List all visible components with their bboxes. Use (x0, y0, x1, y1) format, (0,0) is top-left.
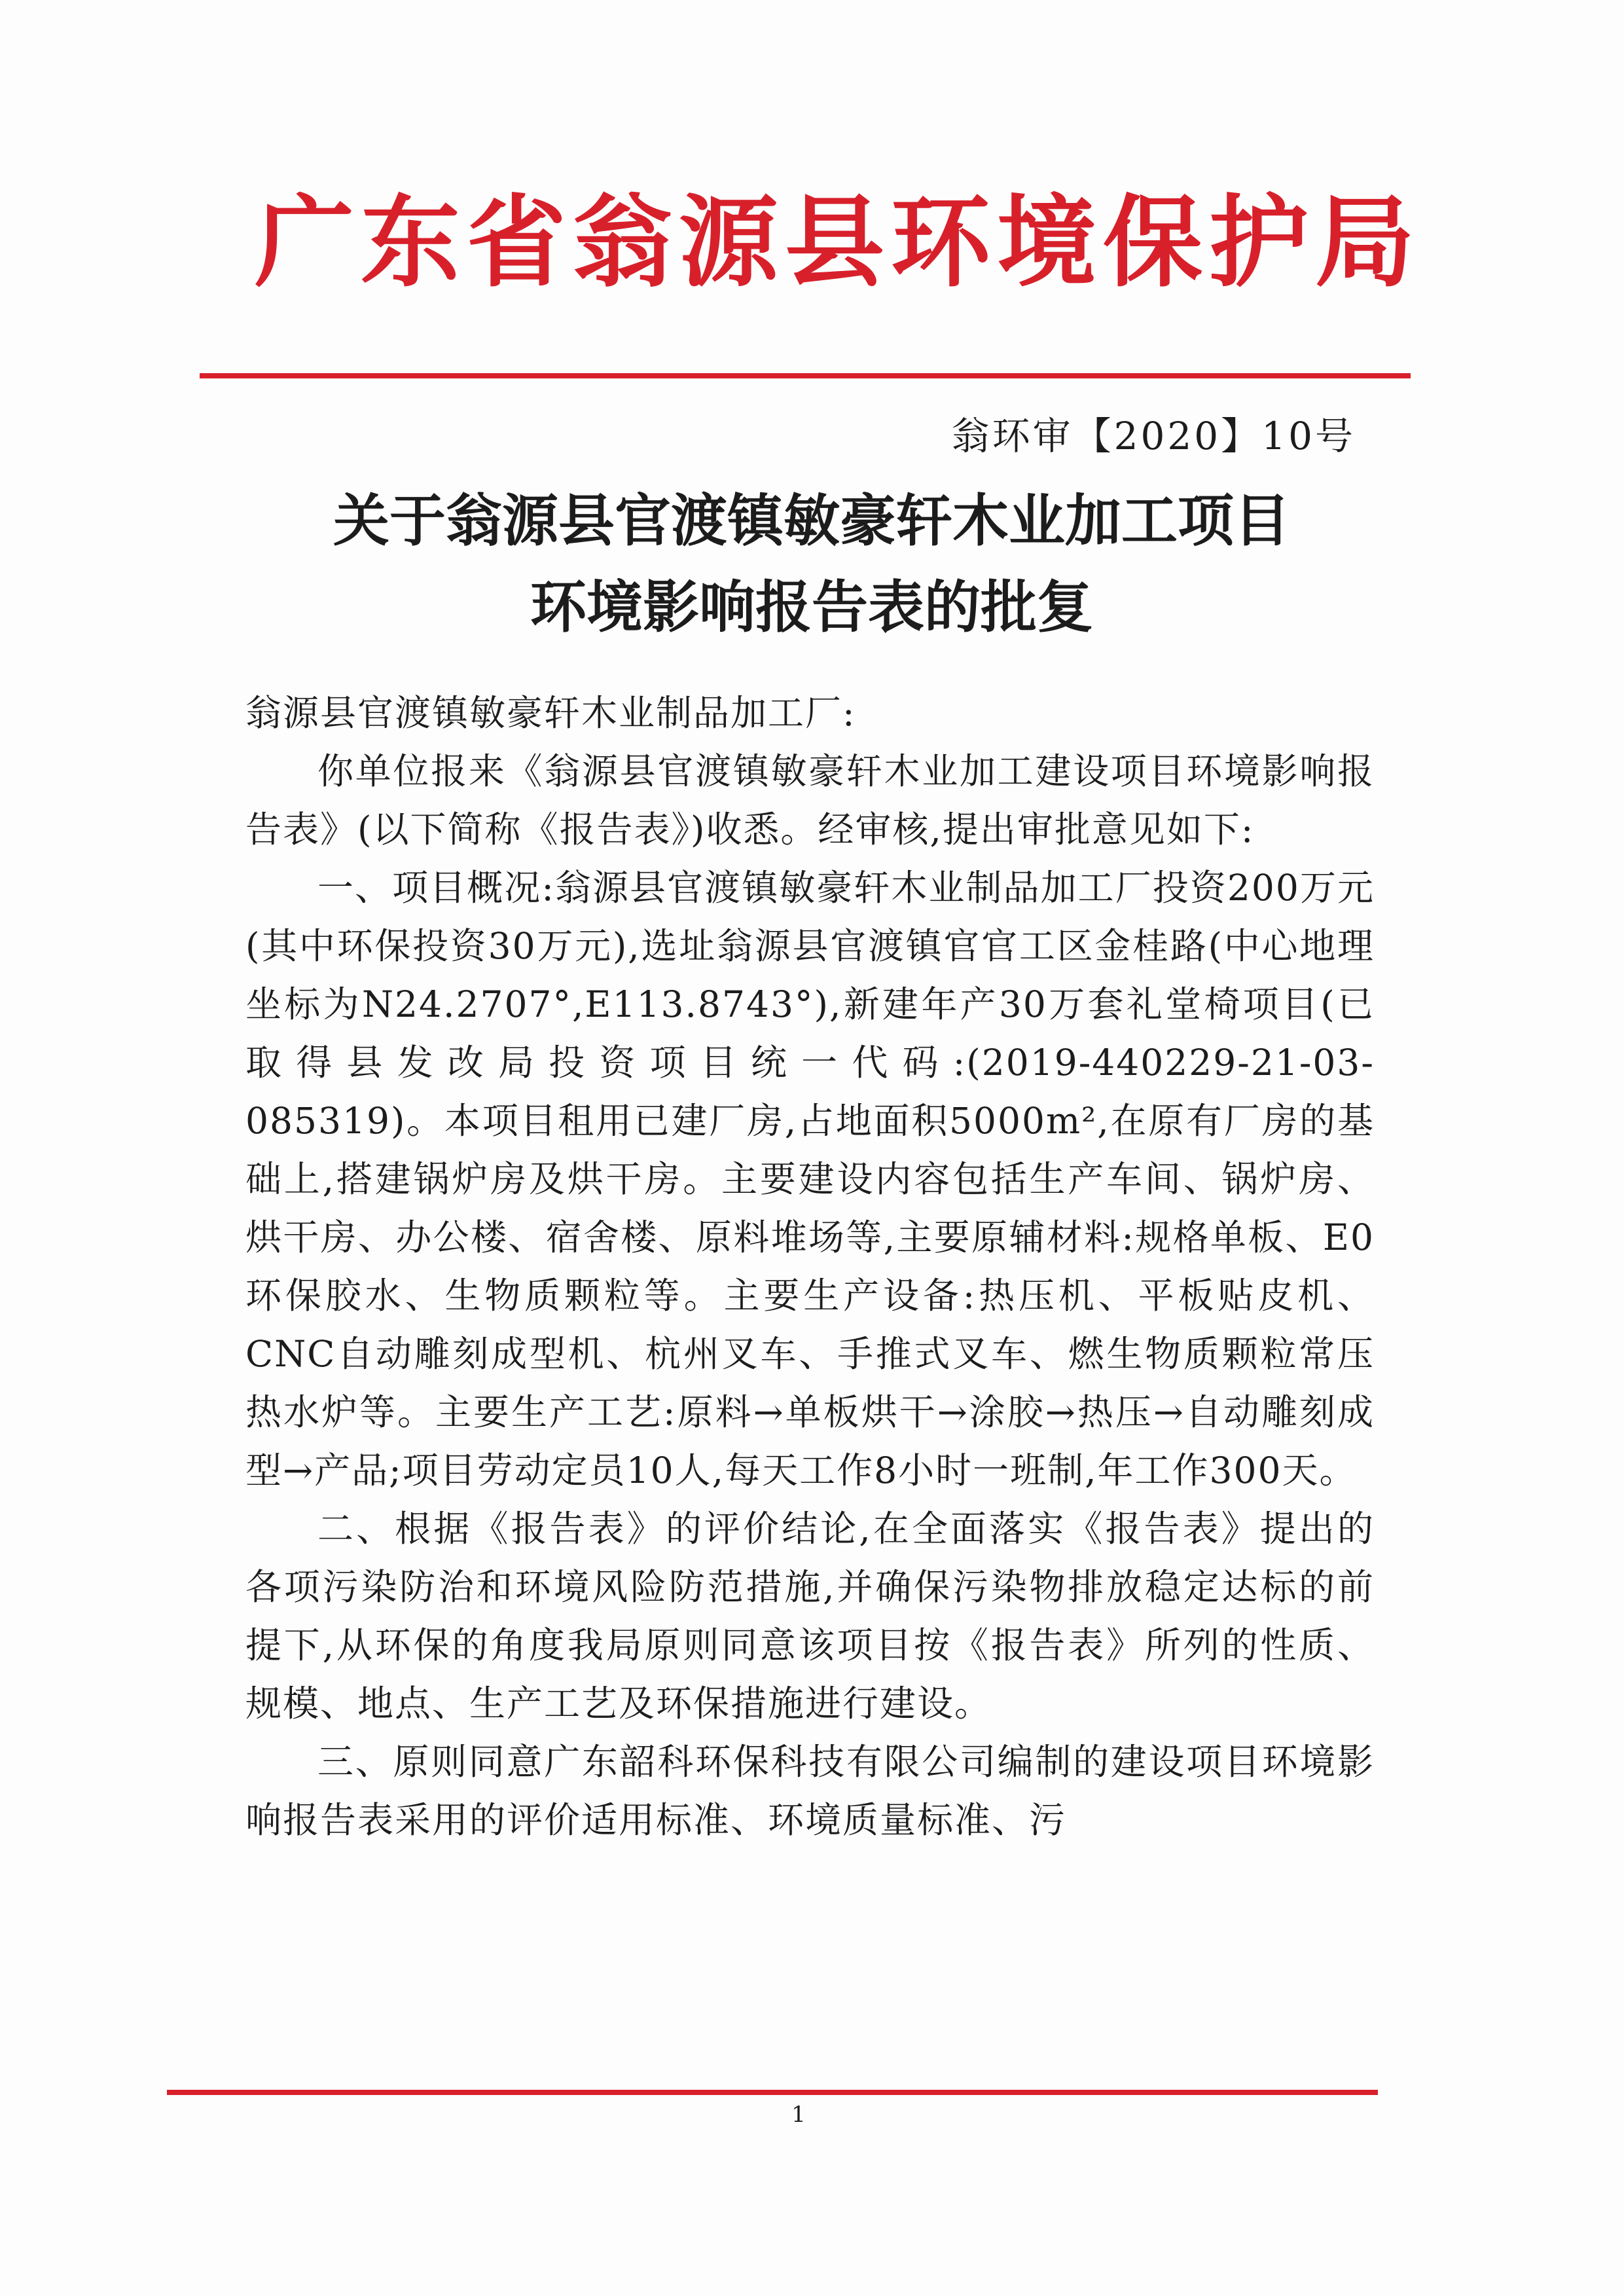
document-number: 翁环审【2020】10号 (951, 414, 1356, 458)
document-body (245, 684, 1375, 1850)
addressee: 翁源县官渡镇敏豪轩木业制品加工厂: (245, 692, 856, 734)
document-title-line-2: 环境影响报告表的批复 (530, 575, 1093, 640)
document-title (223, 478, 1401, 651)
header-red-rule (200, 373, 1411, 378)
paragraph-project-overview: 一、项目概况:翁源县官渡镇敏豪轩木业制品加工厂投资200万元(其中环保投资30万元),选址翁源县官渡镇官官工区金桂路(中心地理坐标为N24.2707°,E113.8743°),新建年产30万套礼堂椅项目(已取得县发改局投资项目统一代码:(2019-440229-21-03-085319)。本项目租用已建厂房,占地面积5000m²,在原有厂房的基础上,搭建锅炉房及烘干房。主要建设内容包括生产车间、锅炉房、烘干房、办公楼、宿舍楼、原料堆场等,主要原辅材料:规格单板、E0环保胶水、生物质颗粒等。主要生产设备:热压机、平板贴皮机、CNC自动雕刻成型机、杭州叉车、手推式叉车、燃生物质颗粒常压热水炉等。主要生产工艺:原料→单板烘干→涂胶→热压→自动雕刻成型→产品;项目劳动定员10人,每天工作8小时一班制,年工作300天。 (245, 867, 1375, 1491)
paragraph-approval-basis: 二、根据《报告表》的评价结论,在全面落实《报告表》提出的各项污染防治和环境风险防范措施,并确保污染物排放稳定达标的前提下,从环保的角度我局原则同意该项目按《报告表》所列的性质、规模、地点、生产工艺及环保措施进行建设。 (245, 1508, 1375, 1724)
footer-red-rule (167, 2090, 1378, 2095)
paragraph-standards: 三、原则同意广东韶科环保科技有限公司编制的建设项目环境影响报告表采用的评价适用标准、环境质量标准、污 (245, 1741, 1375, 1841)
agency-title: 广东省翁源县环境保护局 (255, 185, 1421, 301)
page-number: 1 (791, 2102, 806, 2128)
paragraph-intro: 你单位报来《翁源县官渡镇敏豪轩木业加工建设项目环境影响报告表》(以下简称《报告表》)收悉。经审核,提出审批意见如下: (245, 750, 1375, 850)
document-title-line-1: 关于翁源县官渡镇敏豪轩木业加工项目 (333, 488, 1290, 554)
